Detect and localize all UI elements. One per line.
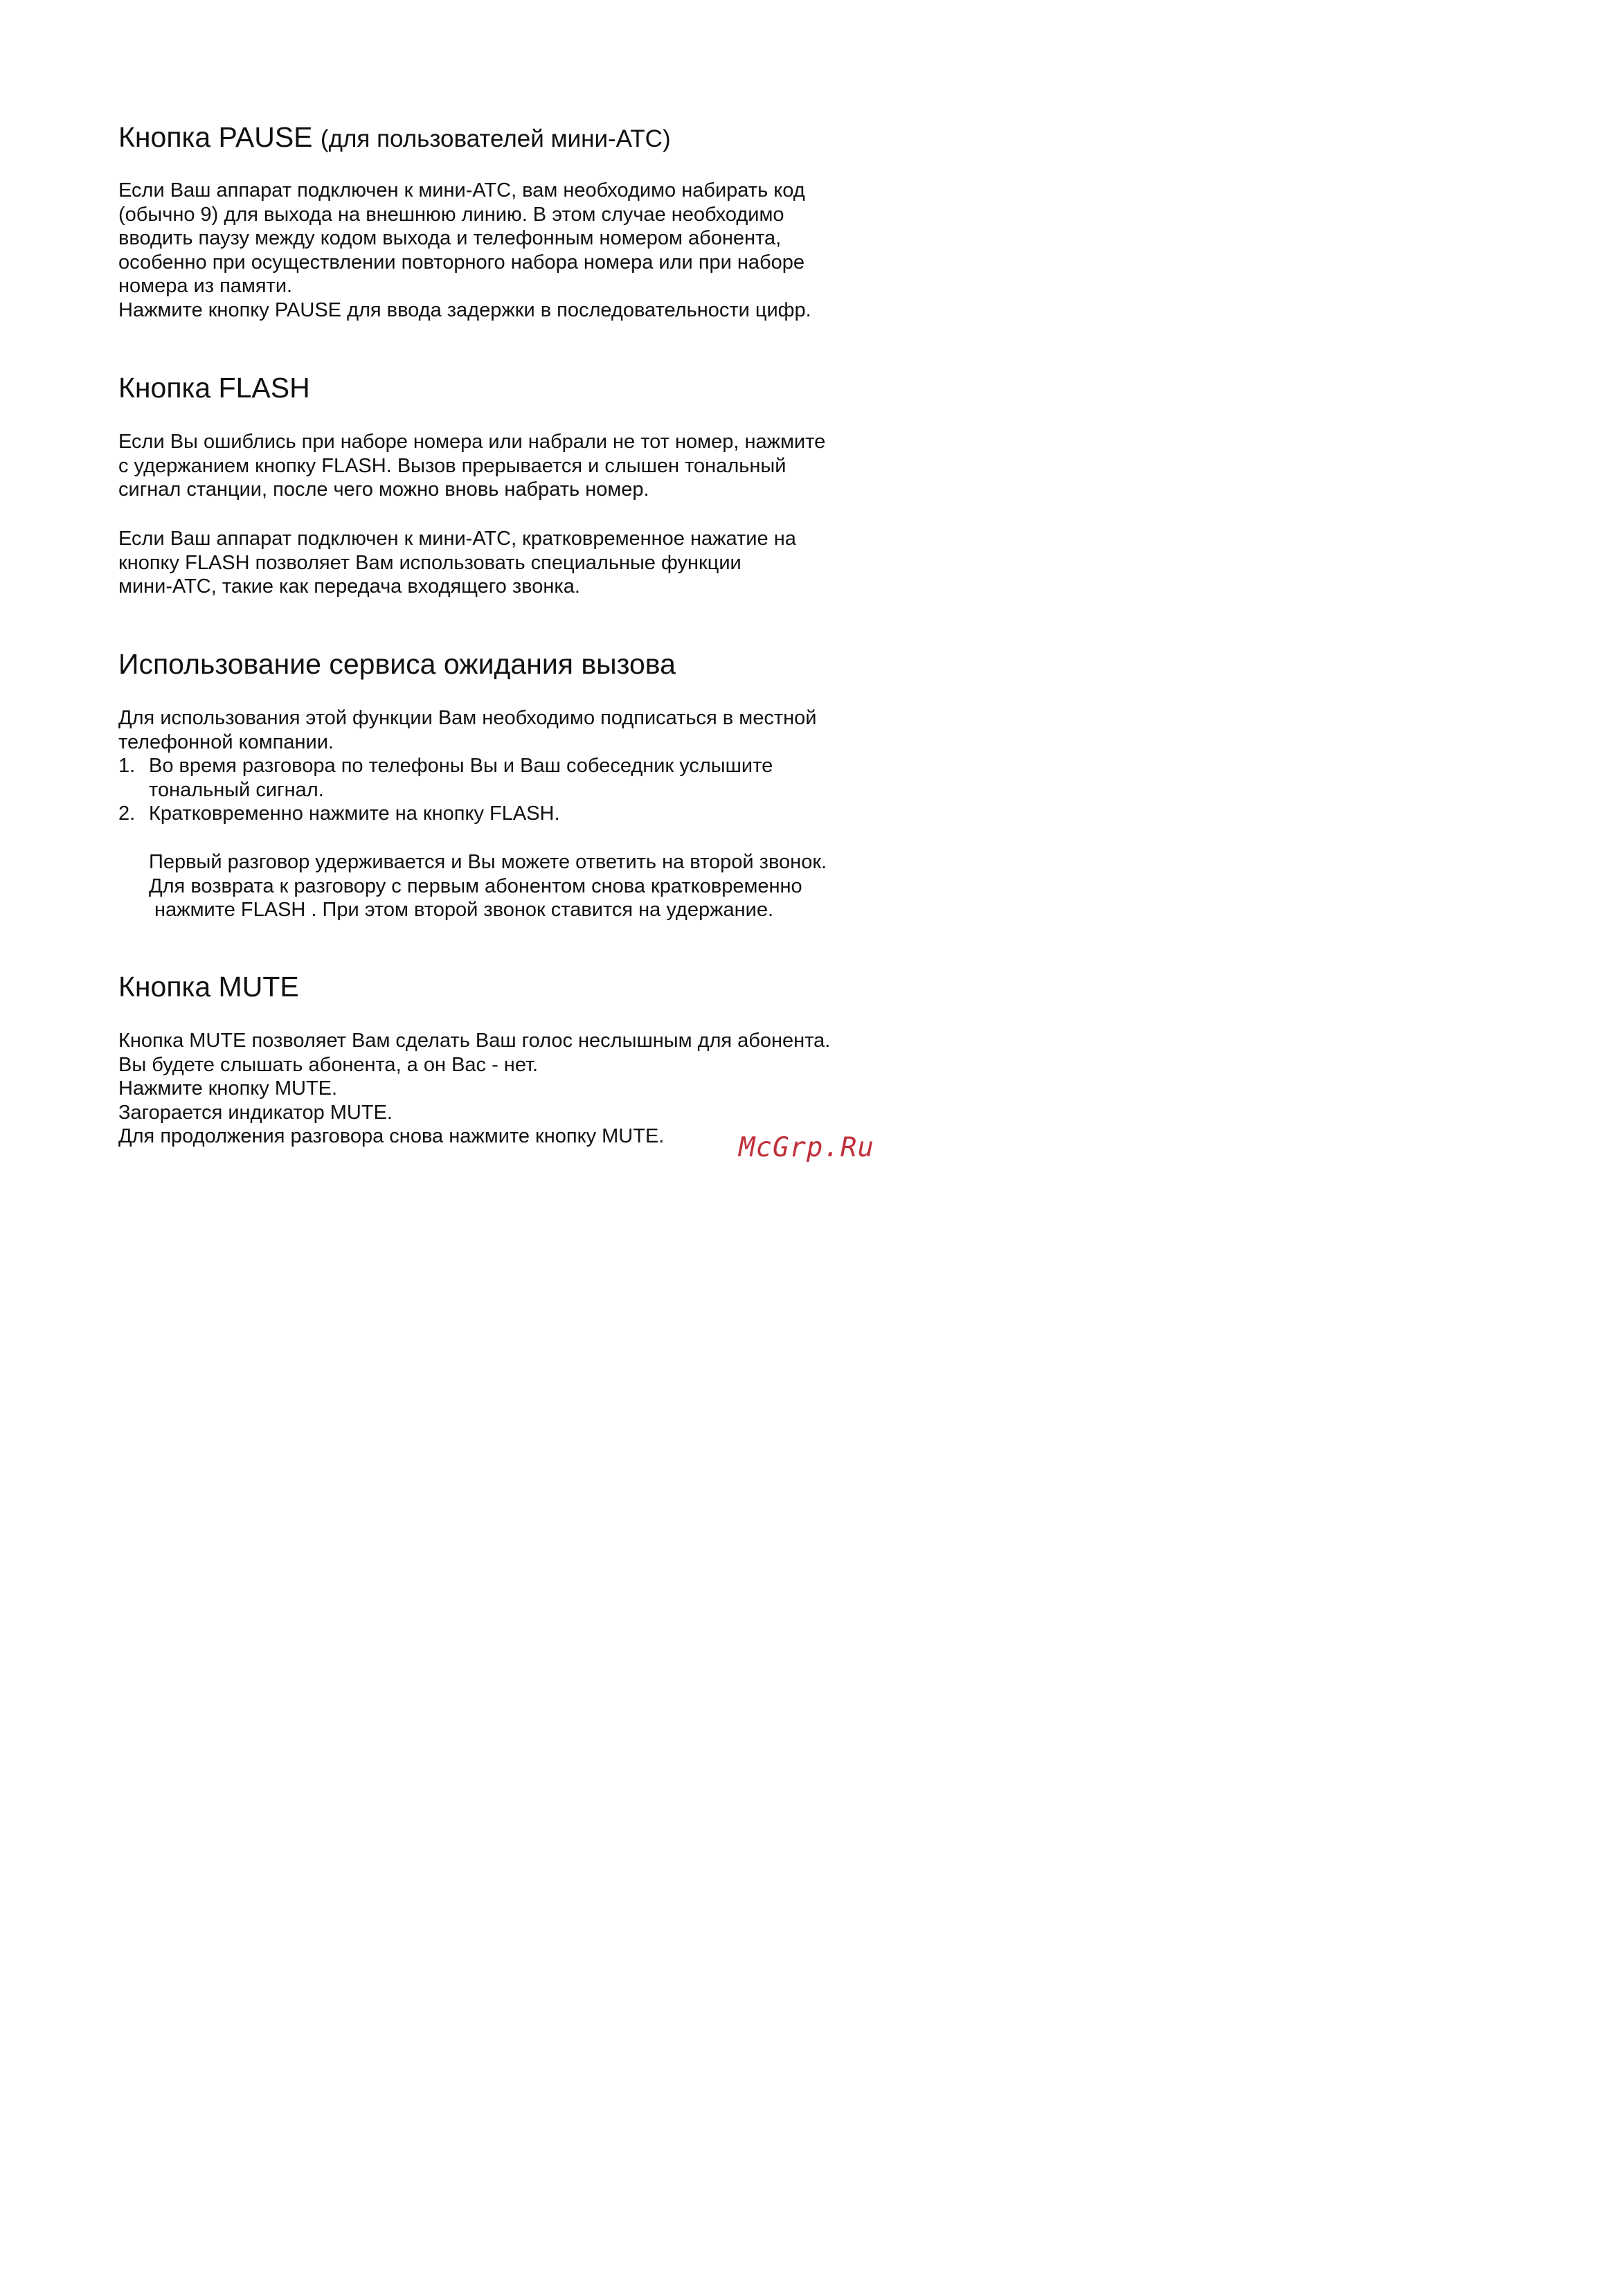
paragraph-pause xyxy=(118,179,811,323)
text-line: Кратковременно нажмите на кнопку FLASH. xyxy=(149,802,560,825)
section-heading-pause xyxy=(118,120,671,156)
list-item xyxy=(118,754,773,802)
text-line: вводить паузу между кодом выхода и телефонным номером абонента, xyxy=(118,227,782,250)
text-line: Для продолжения разговора снова нажмите кнопку MUTE. xyxy=(118,1125,665,1148)
text-line: Если Вы ошиблись при наборе номера или набрали не тот номер, нажмите xyxy=(118,431,826,453)
text-line: Кнопка MUTE позволяет Вам сделать Ваш голос неслышным для абонента. xyxy=(118,1030,831,1052)
text-line: (обычно 9) для выхода на внешнюю линию. В этом случае необходимо xyxy=(118,203,784,226)
text-line: Для использования этой функции Вам необходимо подписаться в местной xyxy=(118,707,817,729)
text-line: Нажмите кнопку MUTE. xyxy=(118,1077,338,1100)
section-heading-call-waiting: Использование сервиса ожидания вызова xyxy=(118,648,676,680)
text-line: нажмите FLASH . При этом второй звонок ставится на удержание. xyxy=(149,899,774,922)
watermark-logo: McGrp.Ru xyxy=(739,1132,874,1163)
heading-pause-subtitle: (для пользователей мини-АТС) xyxy=(320,125,671,152)
paragraph-flash-1 xyxy=(118,430,825,502)
text-line: Если Ваш аппарат подключен к мини-АТС, кратковременное нажатие на xyxy=(118,528,796,550)
text-line: особенно при осуществлении повторного набора номера или при наборе xyxy=(118,251,805,273)
heading-pause-title: Кнопка PAUSE xyxy=(118,121,313,153)
section-heading-mute: Кнопка MUTE xyxy=(118,971,299,1003)
paragraph-waiting-note xyxy=(149,850,827,922)
text-line: Первый разговор удерживается и Вы можете ответить на второй звонок. xyxy=(149,851,827,873)
text-line: Если Ваш аппарат подключен к мини-АТС, вам необходимо набирать код xyxy=(118,179,805,201)
list-item-number: 2. xyxy=(118,802,136,825)
text-line: Загорается индикатор MUTE. xyxy=(118,1101,393,1124)
text-line: номера из памяти. xyxy=(118,275,293,298)
paragraph-flash-2 xyxy=(118,527,796,599)
list-item xyxy=(118,802,773,826)
text-line: кнопку FLASH позволяет Вам использовать специальные функции xyxy=(118,551,741,574)
text-line: сигнал станции, после чего можно вновь набрать номер. xyxy=(118,478,649,501)
text-line: Для возврата к разговору с первым абонентом снова кратковременно xyxy=(149,875,802,897)
text-line: мини-АТС, такие как передача входящего звонка. xyxy=(118,575,580,598)
text-line: Вы будете слышать абонента, а он Вас - нет. xyxy=(118,1053,539,1076)
text-line: телефонной компании. xyxy=(118,730,334,753)
paragraph-waiting-intro xyxy=(118,706,816,754)
list-item-number: 1. xyxy=(118,755,136,777)
steps-list xyxy=(118,754,773,826)
text-line: тональный сигнал. xyxy=(149,778,324,801)
paragraph-mute xyxy=(118,1029,830,1149)
text-line: с удержанием кнопку FLASH. Вызов прерывается и слышен тональный xyxy=(118,454,786,477)
section-heading-flash: Кнопка FLASH xyxy=(118,372,310,404)
text-line: Во время разговора по телефоны Вы и Ваш собеседник услышите xyxy=(149,755,773,777)
text-line: Нажмите кнопку PAUSE для ввода задержки в последовательности цифр. xyxy=(118,298,811,321)
